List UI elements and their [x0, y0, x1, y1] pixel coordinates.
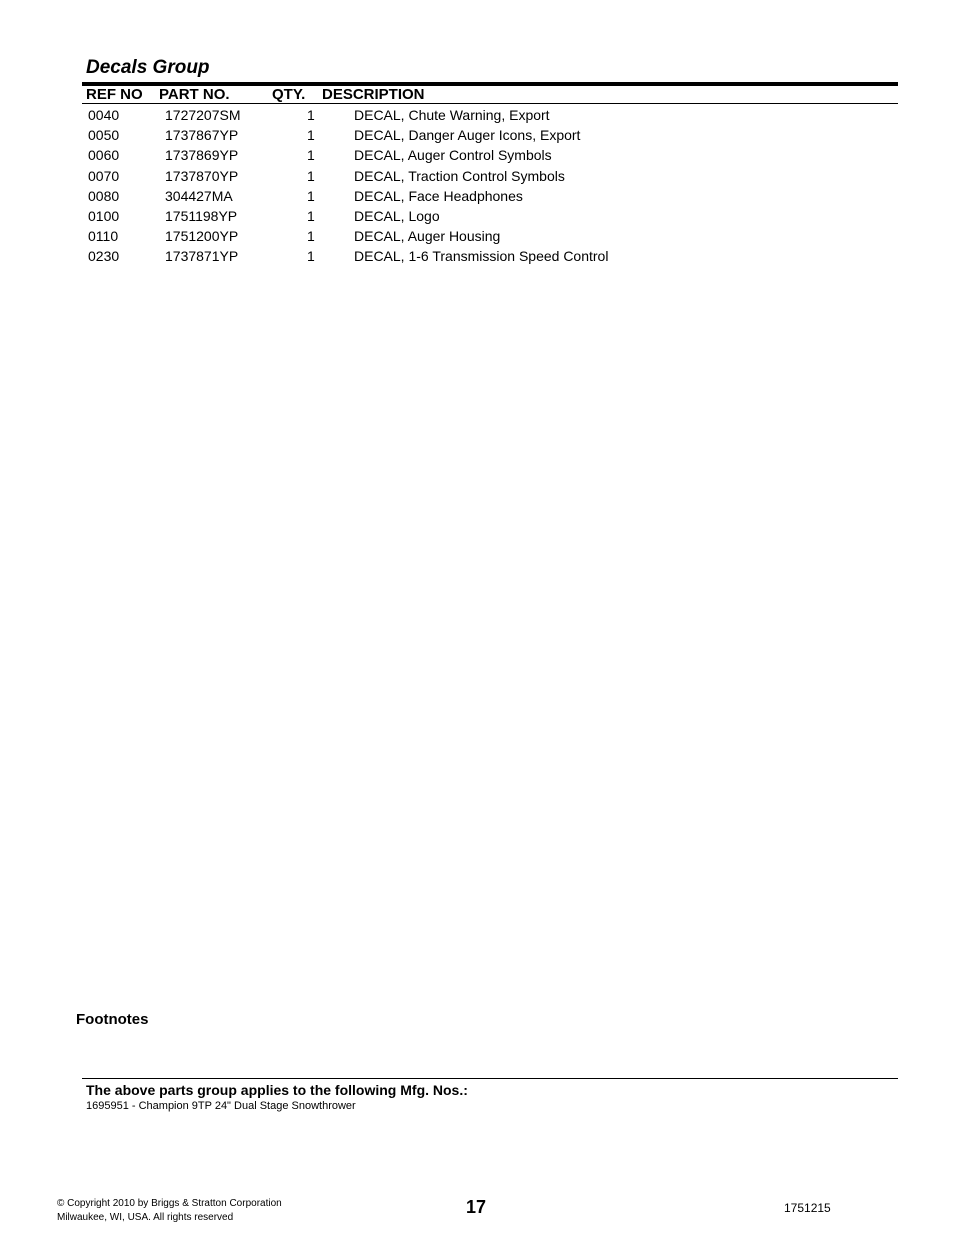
column-header-description: DESCRIPTION	[322, 86, 425, 103]
ref-no-cell: 0050	[88, 127, 120, 144]
qty-cell: 1	[307, 187, 315, 204]
parts-table	[0, 106, 954, 268]
page-number: 17	[466, 1197, 487, 1217]
ref-no-cell: 0060	[88, 147, 120, 164]
ref-no-cell: 0100	[88, 207, 120, 224]
part-no-cell: 1727207SM	[165, 107, 241, 123]
copyright-notice	[57, 1197, 282, 1225]
table-row	[0, 106, 954, 126]
ref-no-cell: 0040	[88, 107, 120, 123]
description-cell: DECAL, Chute Warning, Export	[354, 107, 550, 123]
column-header-part-no: PART NO.	[159, 86, 230, 103]
ref-no-cell: 0230	[88, 248, 120, 265]
part-no-cell: 1737867YP	[165, 127, 239, 144]
qty-cell: 1	[307, 167, 315, 184]
table-row	[0, 146, 954, 166]
part-no-cell: 1737869YP	[165, 147, 239, 164]
table-row	[0, 247, 954, 267]
part-no-cell: 1751198YP	[165, 207, 238, 224]
table-row	[0, 187, 954, 207]
table-row	[0, 227, 954, 247]
description-cell: DECAL, Danger Auger Icons, Export	[354, 127, 581, 144]
ref-no-cell: 0070	[88, 167, 120, 184]
part-no-cell: 1751200YP	[165, 228, 239, 245]
copyright-line: © Copyright 2010 by Briggs & Stratton Corporation	[57, 1198, 282, 1209]
qty-cell: 1	[307, 248, 315, 265]
table-row	[0, 167, 954, 187]
footnotes-rule	[82, 1078, 898, 1079]
table-row	[0, 207, 954, 227]
footnotes-heading: Footnotes	[76, 1011, 149, 1028]
table-row	[0, 126, 954, 146]
qty-cell: 1	[307, 207, 315, 224]
description-cell: DECAL, Logo	[354, 207, 440, 224]
description-cell: DECAL, Auger Control Symbols	[354, 147, 552, 164]
description-cell: DECAL, Auger Housing	[354, 228, 501, 245]
part-no-cell: 304427MA	[165, 187, 233, 204]
applies-heading: The above parts group applies to the following Mfg. Nos.:	[86, 1082, 468, 1098]
ref-no-cell: 0110	[88, 228, 119, 245]
description-cell: DECAL, Traction Control Symbols	[354, 167, 565, 184]
mfg-number-entry: 1695951 - Champion 9TP 24" Dual Stage Snowthrower	[86, 1100, 356, 1112]
qty-cell: 1	[307, 107, 315, 123]
qty-cell: 1	[307, 127, 315, 144]
column-header-qty: QTY.	[272, 86, 306, 103]
ref-no-cell: 0080	[88, 187, 120, 204]
group-title: Decals Group	[86, 57, 210, 78]
header-rule-thin	[82, 103, 898, 104]
column-header-ref-no: REF NO	[86, 86, 143, 103]
description-cell: DECAL, 1-6 Transmission Speed Control	[354, 248, 609, 265]
part-no-cell: 1737871YP	[165, 248, 239, 265]
part-no-cell: 1737870YP	[165, 167, 239, 184]
qty-cell: 1	[307, 228, 315, 245]
description-cell: DECAL, Face Headphones	[354, 187, 523, 204]
qty-cell: 1	[307, 147, 315, 164]
document-number: 1751215	[784, 1201, 831, 1215]
copyright-location-line: Milwaukee, WI, USA. All rights reserved	[57, 1212, 234, 1223]
